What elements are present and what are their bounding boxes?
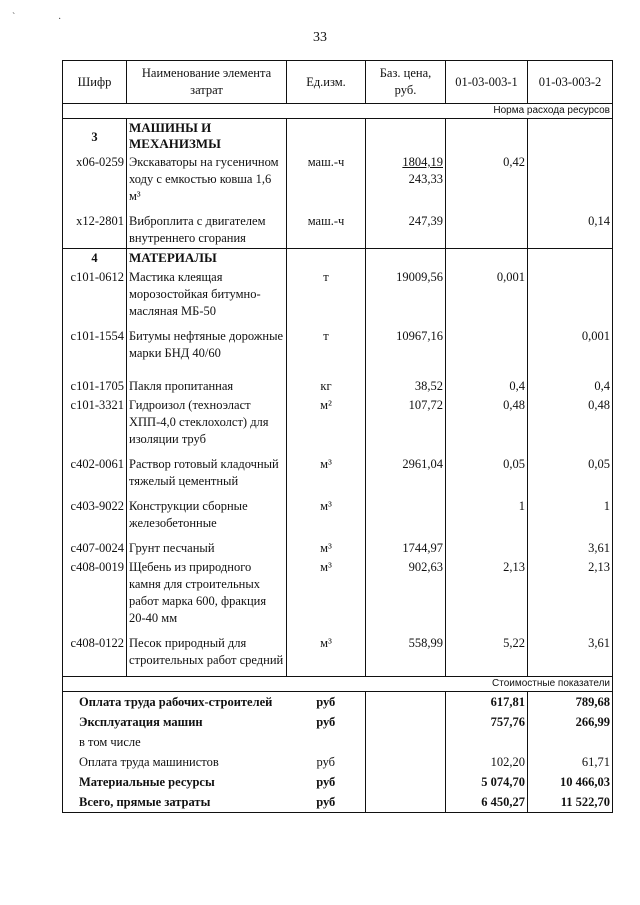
summary-value-1: 617,81 xyxy=(446,692,528,713)
row-value-1: 5,22 xyxy=(446,634,528,670)
row-name: Пакля пропитанная xyxy=(127,377,287,396)
row-code: с101-0612 xyxy=(63,268,127,321)
table-row xyxy=(63,558,613,628)
summary-value-2: 61,71 xyxy=(528,752,613,772)
summary-label: Оплата труда рабочих-строителей xyxy=(63,692,287,713)
row-unit: м³ xyxy=(287,455,366,491)
table-row xyxy=(63,455,613,491)
row-price xyxy=(366,497,446,533)
summary-unit: руб xyxy=(316,755,336,769)
header-unit: Ед.изм. xyxy=(287,61,366,104)
summary-row xyxy=(63,712,613,732)
table-row xyxy=(63,268,613,321)
summary-value-1: 6 450,27 xyxy=(446,792,528,813)
header-col1: 01-03-003-1 xyxy=(446,61,528,104)
row-value-2: 0,001 xyxy=(528,327,613,363)
row-price: 902,63 xyxy=(366,558,446,628)
band-cost-row xyxy=(63,677,613,692)
table-row xyxy=(63,153,613,206)
row-price: 10967,16 xyxy=(366,327,446,363)
row-value-1: 0,4 xyxy=(446,377,528,396)
row-unit: м³ xyxy=(287,634,366,670)
row-code: с403-9022 xyxy=(63,497,127,533)
row-name: Мастика клеящая морозостойкая битумно-масляная МБ-50 xyxy=(127,268,287,321)
row-value-1 xyxy=(446,327,528,363)
summary-row xyxy=(63,772,613,792)
row-unit: м³ xyxy=(287,558,366,628)
row-name: Раствор готовый кладочный тяжелый цементный xyxy=(127,455,287,491)
row-code: х06-0259 xyxy=(63,153,127,206)
row-value-2: 3,61 xyxy=(528,634,613,670)
row-name: Битумы нефтяные дорожные марки БНД 40/60 xyxy=(127,327,287,363)
section-materials xyxy=(63,249,613,269)
summary-row xyxy=(63,692,613,713)
scan-dot: ` xyxy=(12,12,16,23)
row-name: Грунт песчаный xyxy=(127,539,287,558)
row-price: 1744,97 xyxy=(366,539,446,558)
table-header xyxy=(63,61,613,104)
row-value-2: 0,14 xyxy=(528,212,613,249)
table-row xyxy=(63,396,613,449)
row-price: 2961,04 xyxy=(366,455,446,491)
row-name: Гидроизол (техноэласт ХПП-4,0 стеклохолст) для изоляции труб xyxy=(127,396,287,449)
row-price: 558,99 xyxy=(366,634,446,670)
row-name: Песок природный для строительных работ средний xyxy=(127,634,287,670)
row-code: с407-0024 xyxy=(63,539,127,558)
summary-row xyxy=(63,792,613,813)
page-number: 33 xyxy=(313,30,327,45)
row-unit: маш.-ч xyxy=(287,212,366,249)
summary-label: Материальные ресурсы xyxy=(63,772,287,792)
band-resources-row xyxy=(63,104,613,119)
summary-label: Эксплуатация машин xyxy=(63,712,287,732)
section-number: 3 xyxy=(63,119,127,154)
row-unit: т xyxy=(287,268,366,321)
row-value-2 xyxy=(528,268,613,321)
table-row xyxy=(63,497,613,533)
summary-label: Оплата труда машинистов xyxy=(63,752,287,772)
summary-value-2: 11 522,70 xyxy=(528,792,613,813)
row-value-1: 0,001 xyxy=(446,268,528,321)
summary-unit: руб xyxy=(287,792,366,813)
section-title: МАШИНЫ И МЕХАНИЗМЫ xyxy=(127,119,287,154)
table-row xyxy=(63,327,613,363)
summary-unit: руб xyxy=(316,695,336,709)
header-code: Шифр xyxy=(63,61,127,104)
row-value-1: 0,05 xyxy=(446,455,528,491)
summary-label: в том числе xyxy=(63,732,287,752)
row-unit: м³ xyxy=(287,539,366,558)
resource-table xyxy=(62,60,613,813)
summary-value-1: 102,20 xyxy=(446,752,528,772)
summary-value-2: 789,68 xyxy=(528,692,613,713)
row-code: с402-0061 xyxy=(63,455,127,491)
row-code: с101-3321 xyxy=(63,396,127,449)
table-row xyxy=(63,212,613,249)
band-cost: Стоимостные показатели xyxy=(63,677,613,692)
summary-row xyxy=(63,732,613,752)
summary-unit xyxy=(287,732,366,752)
row-code: с408-0122 xyxy=(63,634,127,670)
summary-value-1: 5 074,70 xyxy=(446,772,528,792)
header-name: Наименование элемента затрат xyxy=(127,61,287,104)
summary-unit: руб xyxy=(316,775,336,789)
row-code: х12-2801 xyxy=(63,212,127,249)
section-title: МАТЕРИАЛЫ xyxy=(127,249,287,269)
row-value-1: 0,48 xyxy=(446,396,528,449)
table-row xyxy=(63,539,613,558)
row-name: Экскаваторы на гусеничном ходу с емкостью ковша 1,6 м³ xyxy=(127,153,287,206)
row-name: Конструкции сборные железобетонные xyxy=(127,497,287,533)
table-row xyxy=(63,377,613,396)
row-value-1 xyxy=(446,539,528,558)
row-name: Виброплита с двигателем внутреннего сгорания xyxy=(127,212,287,249)
row-price-main: 1804,19 xyxy=(402,155,443,169)
summary-value-2 xyxy=(528,732,613,752)
row-code: с101-1554 xyxy=(63,327,127,363)
row-price: 19009,56 xyxy=(366,268,446,321)
summary-value-2: 266,99 xyxy=(528,712,613,732)
row-value-1: 1 xyxy=(446,497,528,533)
summary-unit: руб xyxy=(316,715,336,729)
row-price xyxy=(366,153,446,206)
row-value-2 xyxy=(528,153,613,206)
section-number: 4 xyxy=(63,249,127,269)
row-value-1: 2,13 xyxy=(446,558,528,628)
row-price-secondary: 243,33 xyxy=(408,172,443,186)
row-value-2: 0,05 xyxy=(528,455,613,491)
header-col2: 01-03-003-2 xyxy=(528,61,613,104)
scan-dot: · xyxy=(58,14,62,25)
row-price: 38,52 xyxy=(366,377,446,396)
row-code: с408-0019 xyxy=(63,558,127,628)
summary-row xyxy=(63,752,613,772)
row-unit: маш.-ч xyxy=(287,153,366,206)
row-price: 107,72 xyxy=(366,396,446,449)
summary-value-1: 757,76 xyxy=(446,712,528,732)
row-value-2: 1 xyxy=(528,497,613,533)
row-name: Щебень из природного камня для строительных работ марка 600, фракция 20-40 мм xyxy=(127,558,287,628)
section-machines xyxy=(63,119,613,154)
row-unit: т xyxy=(287,327,366,363)
row-value-1 xyxy=(446,212,528,249)
table-row xyxy=(63,634,613,670)
summary-label: Всего, прямые затраты xyxy=(63,792,287,813)
header-price: Баз. цена, руб. xyxy=(366,61,446,104)
row-value-1: 0,42 xyxy=(446,153,528,206)
row-price: 247,39 xyxy=(366,212,446,249)
row-value-2: 2,13 xyxy=(528,558,613,628)
row-unit: м² xyxy=(287,396,366,449)
row-unit: кг xyxy=(287,377,366,396)
summary-value-1 xyxy=(446,732,528,752)
row-code: с101-1705 xyxy=(63,377,127,396)
summary-value-2: 10 466,03 xyxy=(528,772,613,792)
row-unit: м³ xyxy=(287,497,366,533)
band-resources: Норма расхода ресурсов xyxy=(63,104,613,119)
row-value-2: 3,61 xyxy=(528,539,613,558)
row-value-2: 0,48 xyxy=(528,396,613,449)
row-value-2: 0,4 xyxy=(528,377,613,396)
